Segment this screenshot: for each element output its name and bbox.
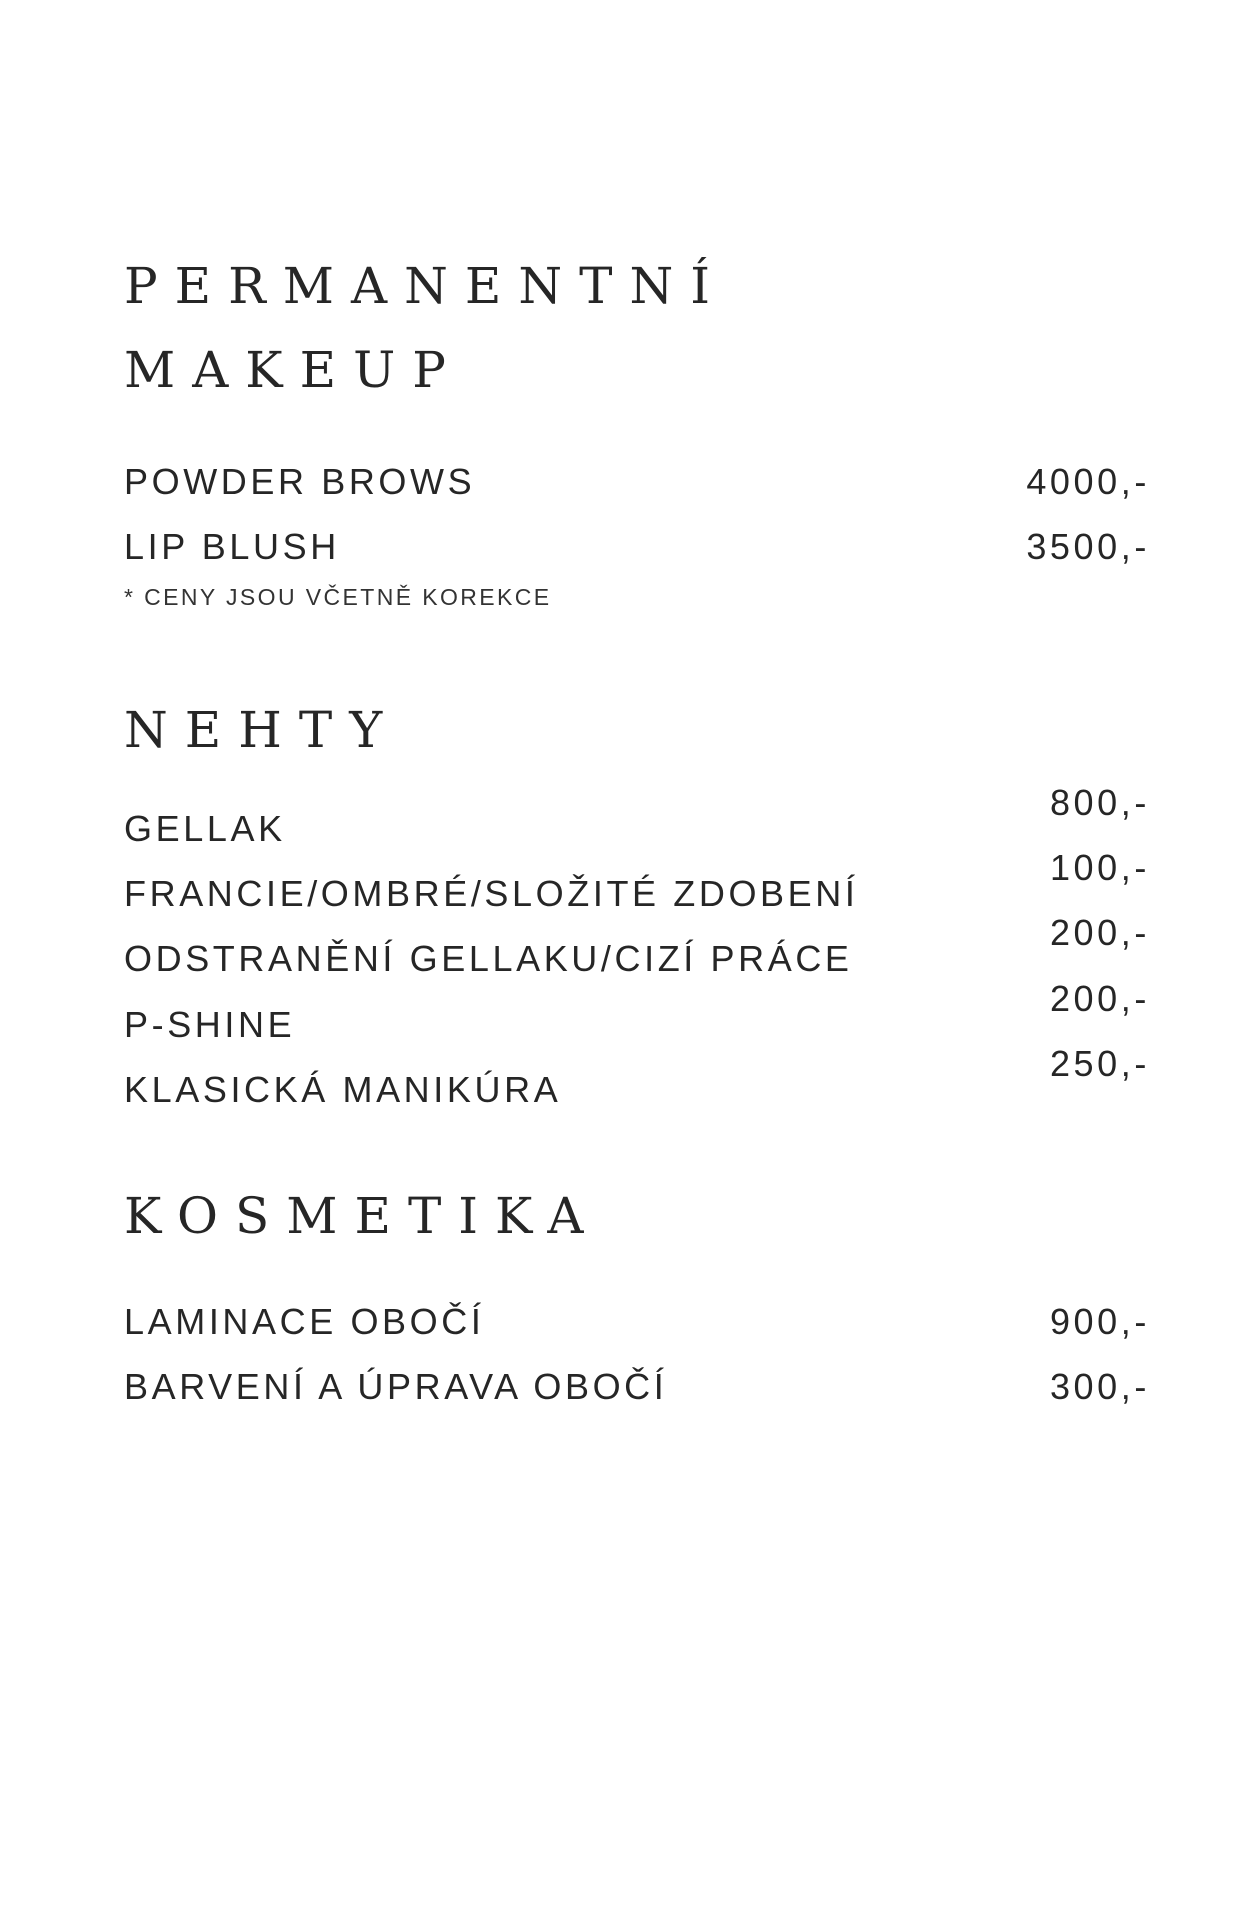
price-row-p-shine <box>124 978 1150 1052</box>
service-label: ODSTRANĚNÍ GELLAKU/CIZÍ PRÁCE <box>124 938 853 979</box>
section-heading-permanent-makeup <box>124 244 727 412</box>
service-label: LAMINACE OBOČÍ <box>124 1301 485 1342</box>
service-price: 300,- <box>1049 1366 1150 1407</box>
service-price: 4000,- <box>1026 461 1150 502</box>
service-price: 200,- <box>1049 912 1150 953</box>
price-row-francie-ombre <box>124 847 1150 921</box>
heading-line-1: PERMANENTNÍ <box>124 257 727 315</box>
price-row-odstraneni-gellaku <box>124 912 1150 986</box>
price-row-powder-brows <box>124 443 1150 509</box>
service-price: 3500,- <box>1026 526 1150 567</box>
service-price: 100,- <box>1049 847 1150 888</box>
service-label: FRANCIE/OMBRÉ/SLOŽITÉ ZDOBENÍ <box>124 873 859 914</box>
service-label: GELLAK <box>124 808 286 849</box>
section-heading-kosmetika: KOSMETIKA <box>124 1187 601 1245</box>
section-heading-nehty: NEHTY <box>124 701 400 759</box>
service-label: BARVENÍ A ÚPRAVA OBOČÍ <box>124 1366 668 1407</box>
price-row-barveni-oboci <box>124 1348 1150 1414</box>
service-price: 200,- <box>1049 978 1150 1019</box>
service-label: KLASICKÁ MANIKÚRA <box>124 1069 562 1110</box>
service-price: 800,- <box>1049 782 1150 823</box>
service-price: 900,- <box>1049 1301 1150 1342</box>
heading-line-2: MAKEUP <box>124 341 463 399</box>
price-row-gellak <box>124 782 1150 856</box>
price-row-klasicka-manikura <box>124 1043 1150 1117</box>
price-row-lip-blush <box>124 508 1150 574</box>
service-label: POWDER BROWS <box>124 461 476 502</box>
price-row-laminace-oboci <box>124 1283 1150 1349</box>
service-price: 250,- <box>1049 1043 1150 1084</box>
price-note: * CENY JSOU VČETNĚ KOREKCE <box>124 584 552 610</box>
service-label: P-SHINE <box>124 1004 296 1045</box>
service-label: LIP BLUSH <box>124 526 340 567</box>
